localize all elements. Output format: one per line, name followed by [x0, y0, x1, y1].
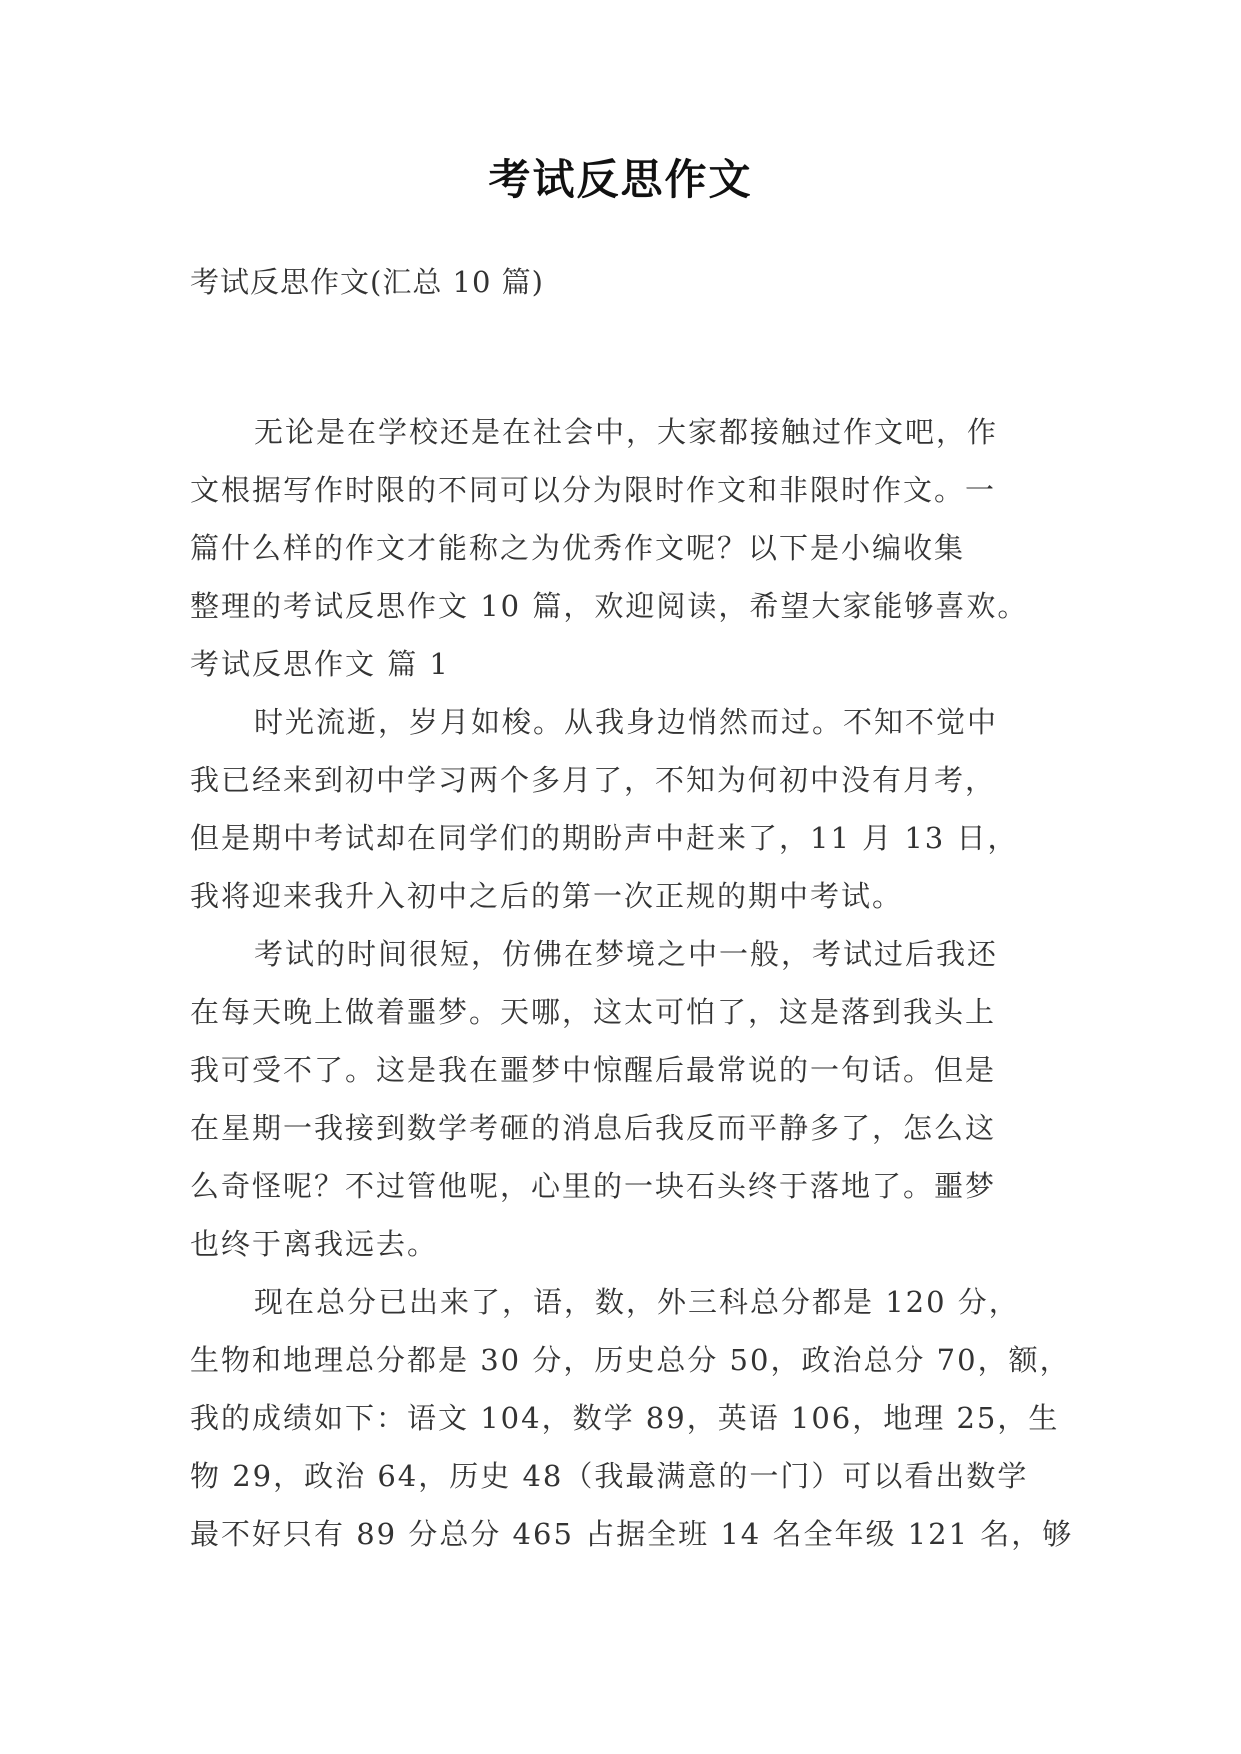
body-line: 我将迎来我升入初中之后的第一次正规的期中考试。	[190, 879, 904, 913]
body-line: 整理的考试反思作文 10 篇，欢迎阅读，希望大家能够喜欢。	[190, 589, 1029, 623]
body-line: 么奇怪呢？不过管他呢，心里的一块石头终于落地了。噩梦	[190, 1169, 997, 1203]
body-line: 在每天晚上做着噩梦。天哪，这太可怕了，这是落到我头上	[190, 995, 997, 1029]
body-line: 篇什么样的作文才能称之为优秀作文呢？以下是小编收集	[190, 531, 966, 565]
body-line: 考试反思作文 篇 1	[190, 647, 450, 681]
body-line: 也终于离我远去。	[190, 1227, 439, 1261]
body-line: 我的成绩如下：语文 104，数学 89，英语 106，地理 25，生	[190, 1401, 1060, 1435]
document-subtitle: 考试反思作文(汇总 10 篇)	[190, 265, 544, 299]
body-line: 最不好只有 89 分总分 465 占据全班 14 名全年级 121 名，够	[190, 1517, 1074, 1551]
body-line: 无论是在学校还是在社会中，大家都接触过作文吧，作	[254, 415, 999, 449]
body-line: 考试的时间很短，仿佛在梦境之中一般，考试过后我还	[254, 937, 999, 971]
body-line: 文根据写作时限的不同可以分为限时作文和非限时作文。一	[190, 473, 997, 507]
body-line: 时光流逝，岁月如梭。从我身边悄然而过。不知不觉中	[254, 705, 999, 739]
body-line: 我已经来到初中学习两个多月了，不知为何初中没有月考，	[190, 763, 997, 797]
body-line: 我可受不了。这是我在噩梦中惊醒后最常说的一句话。但是	[190, 1053, 997, 1087]
body-line: 在星期一我接到数学考砸的消息后我反而平静多了，怎么这	[190, 1111, 997, 1145]
document-title: 考试反思作文	[488, 155, 753, 204]
document-body	[190, 403, 1074, 1563]
body-line: 现在总分已出来了，语，数，外三科总分都是 120 分，	[254, 1285, 1020, 1319]
body-line: 物 29，政治 64，历史 48（我最满意的一门）可以看出数学	[190, 1459, 1029, 1493]
body-line: 但是期中考试却在同学们的期盼声中赶来了，11 月 13 日，	[190, 821, 1019, 855]
body-line: 生物和地理总分都是 30 分，历史总分 50，政治总分 70，额，	[190, 1343, 1071, 1377]
